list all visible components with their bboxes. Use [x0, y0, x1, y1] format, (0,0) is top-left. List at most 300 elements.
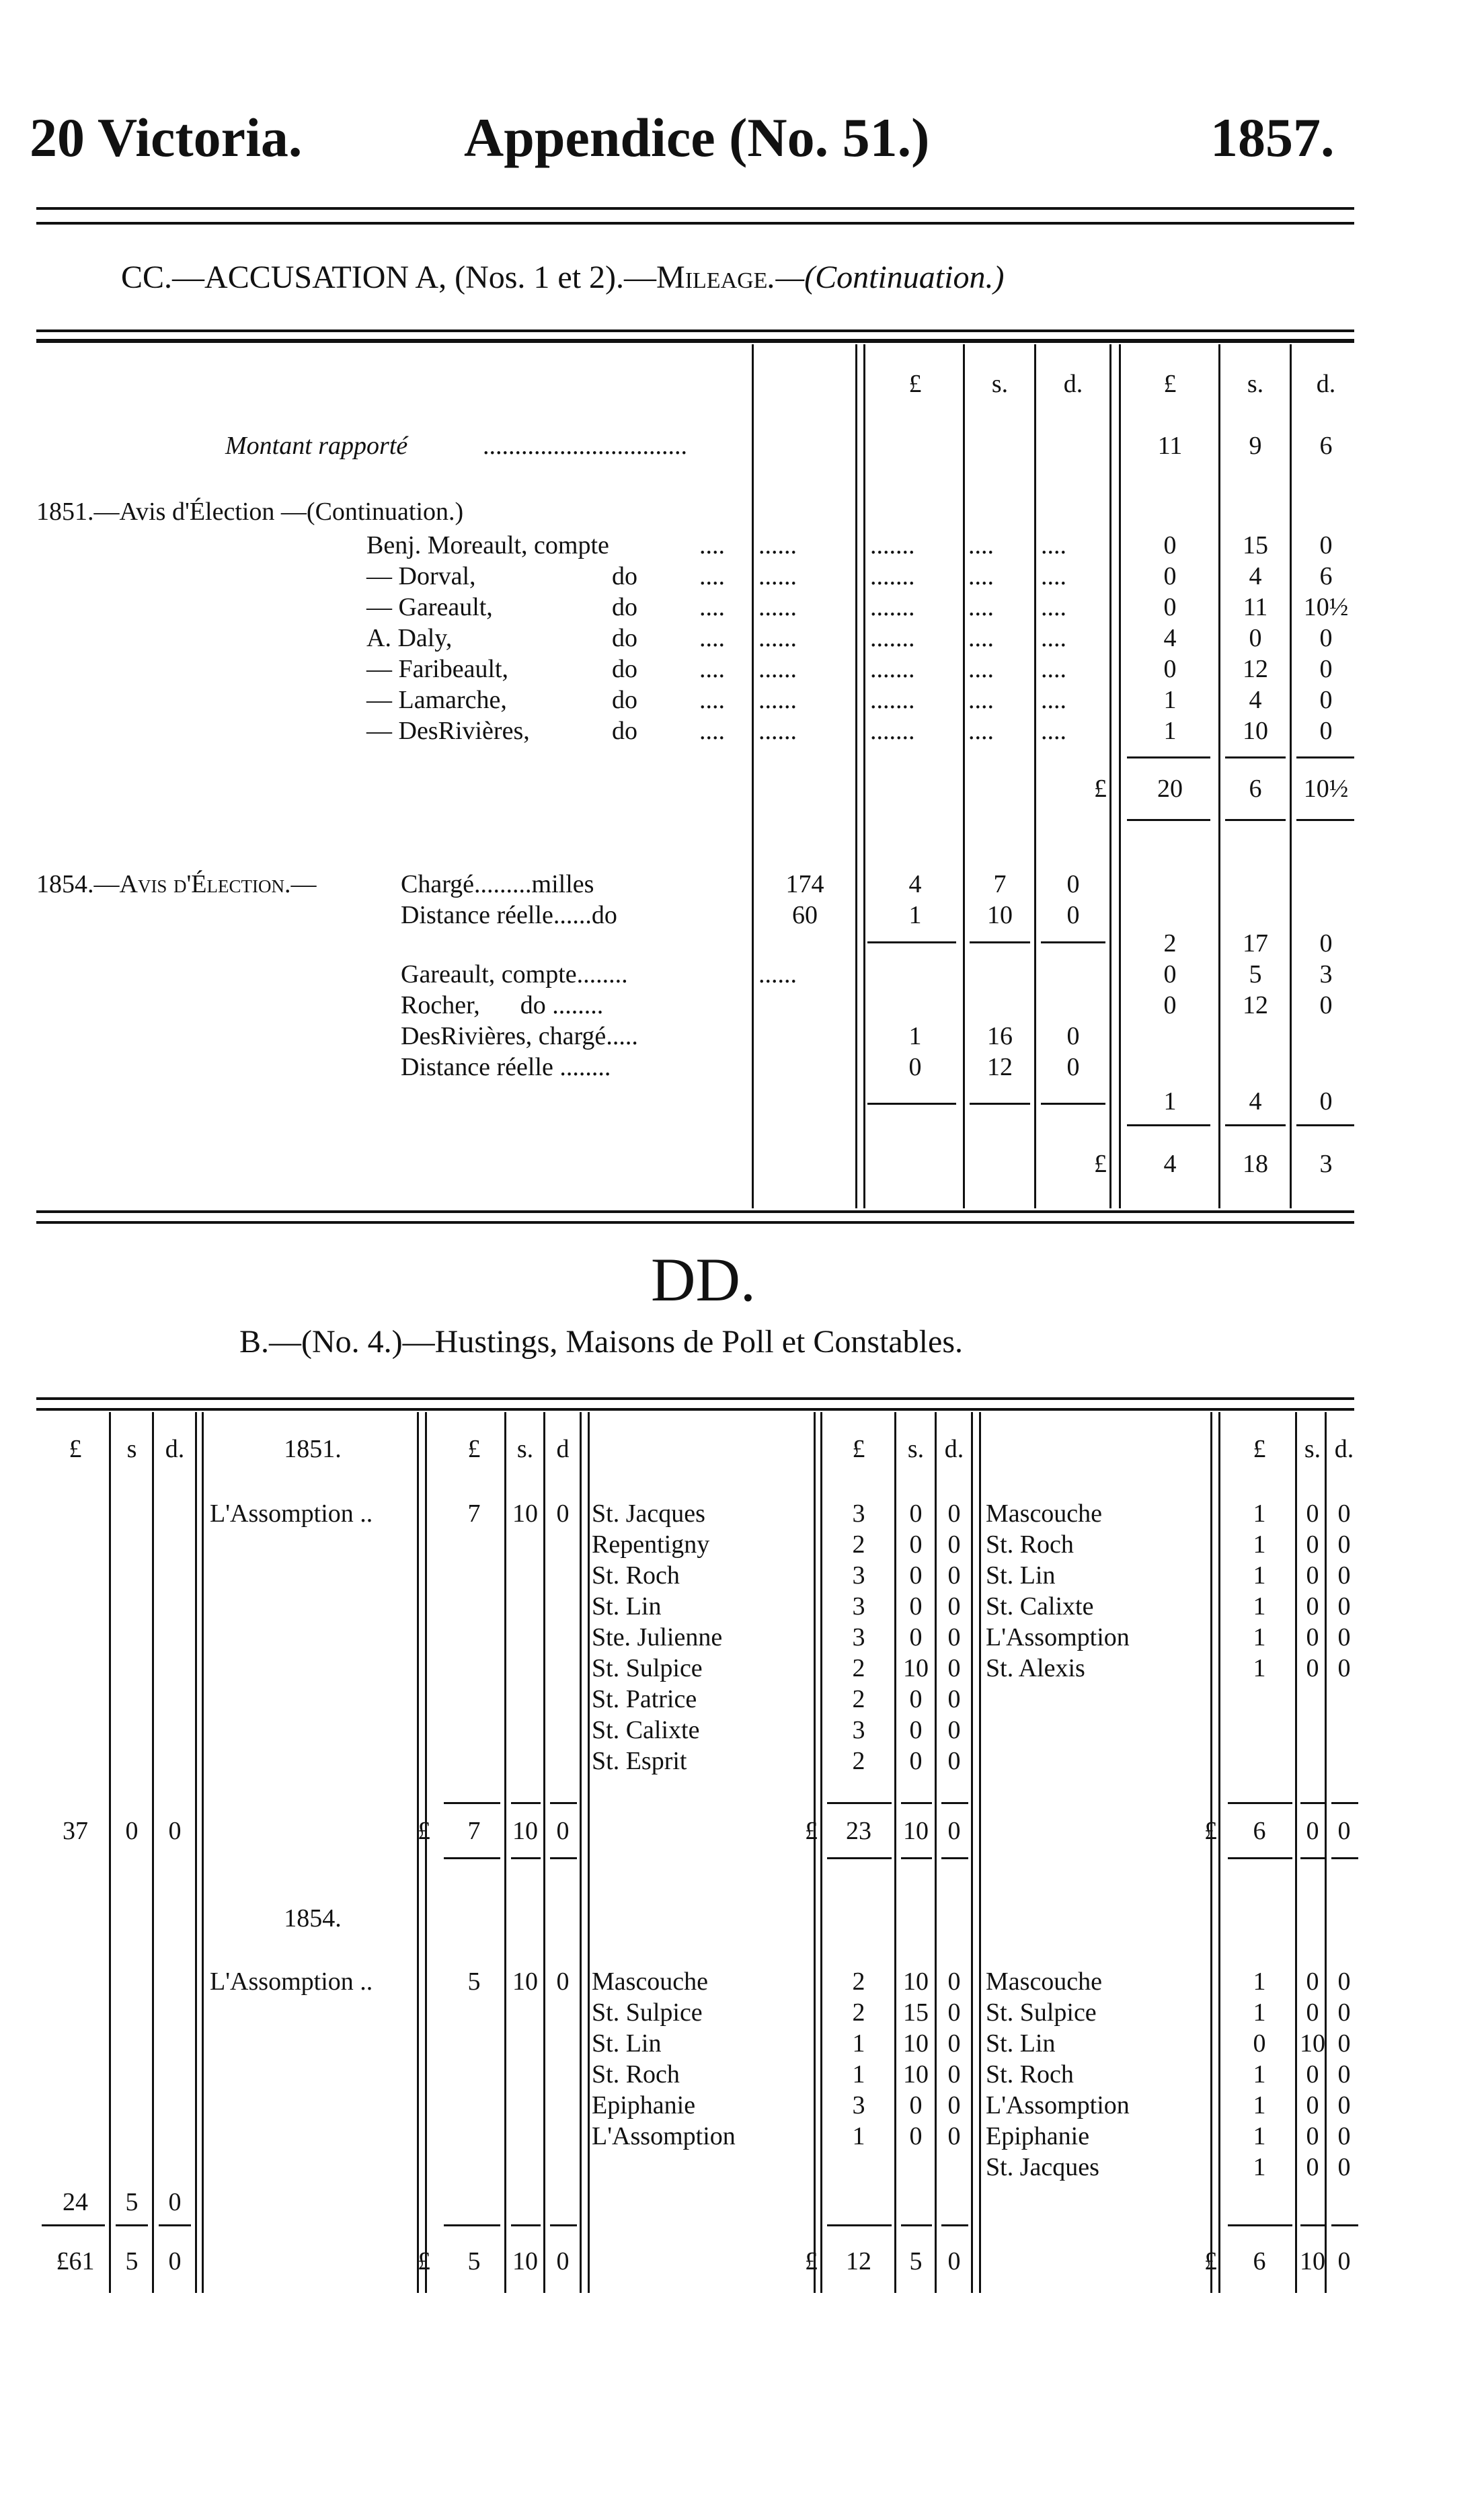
total-rule	[1300, 1802, 1325, 1804]
cc-gareault-d: 3	[1319, 960, 1333, 988]
cc-1851-row-name: Benj. Moreault, compte	[366, 531, 609, 559]
cc-section-1854-label: 1854.—Avis d'Élection.—	[36, 870, 317, 898]
cc-head-s-2: s.	[1247, 370, 1264, 398]
cc-distance-d: 0	[1066, 901, 1080, 929]
dd-tot1851-h-s: 10	[512, 1817, 538, 1845]
cc-charge-unit: milles	[531, 870, 594, 898]
cc-1851-row-name: — Lamarche,	[366, 686, 507, 714]
dd-entry-name: St. Sulpice	[592, 1998, 703, 2027]
dd-entry-d: 0	[1337, 1530, 1351, 1559]
dot-leader: ....	[1041, 624, 1066, 652]
dd-entry-l: 3	[852, 2091, 865, 2119]
dd-hustings-1854-l: 5	[467, 1967, 481, 1996]
dot-leader: ....	[968, 717, 994, 745]
total-rule	[901, 1857, 932, 1859]
cc-1851-row-s: 11	[1243, 593, 1268, 621]
dd-entry-s: 0	[909, 1561, 923, 1590]
dd-entry-l: 1	[852, 2029, 865, 2058]
dd-head-l4: £	[1253, 1435, 1266, 1463]
dd-entry-l: 1	[1253, 2091, 1266, 2119]
dot-leader: ......	[758, 624, 797, 652]
dd-entry-name: L'Assomption	[592, 2122, 736, 2150]
dd-entry-s: 0	[1306, 1592, 1319, 1621]
cc-rocher-s: 12	[1243, 991, 1268, 1019]
dd-entry-l: 3	[852, 1716, 865, 1744]
cc-1851-row-l: 1	[1163, 686, 1177, 714]
dot-leader: .....	[606, 1022, 638, 1050]
dd-hustings-1851-s: 10	[512, 1499, 538, 1528]
cc-1851-row-l: 0	[1163, 655, 1177, 683]
dd-head-d: d.	[165, 1435, 185, 1463]
cc-distance2-d: 0	[1066, 1053, 1080, 1081]
dd-entry-s: 0	[909, 1530, 923, 1559]
total-rule	[444, 1802, 500, 1804]
dd-entry-l: 1	[1253, 1561, 1266, 1590]
dd-entry-d: 0	[947, 1747, 961, 1775]
dd-entry-d: 0	[1337, 2060, 1351, 2089]
cc-charge-d: 0	[1066, 870, 1080, 898]
cc-1851-row-l: 0	[1163, 562, 1177, 590]
dd-entry-d: 0	[947, 1499, 961, 1528]
cc-1851-row-do: do	[612, 717, 637, 745]
dot-leader: ......	[758, 960, 797, 988]
dd-head-s4: s.	[1304, 1435, 1321, 1463]
dot-leader: .......	[870, 655, 915, 683]
dd-entry-l: 1	[1253, 1592, 1266, 1621]
dd-col-divider	[894, 1412, 896, 2293]
cc-1851-row-s: 4	[1249, 562, 1262, 590]
dd-head-s3: s.	[907, 1435, 925, 1463]
dd-grand-h-sym: £	[418, 2247, 430, 2275]
dd-tot1851-c-d: 0	[1337, 1817, 1351, 1845]
dot-leader: ......	[758, 531, 797, 559]
dot-leader: ..	[353, 1967, 373, 1996]
dot-leader: .......	[870, 686, 915, 714]
total-rule	[827, 2224, 892, 2226]
total-rule	[827, 1857, 892, 1859]
dot-leader: ....	[968, 562, 994, 590]
cc-title-prefix: CC.—ACCUSATION A, (Nos. 1 et 2).—	[121, 260, 657, 295]
dd-entry-d: 0	[947, 1685, 961, 1713]
cc-distance2-s: 12	[987, 1053, 1013, 1081]
dot-leader: ....	[699, 717, 725, 745]
dot-leader: ....	[699, 562, 725, 590]
cc-rule-bottom-2	[36, 1221, 1354, 1224]
dd-entry-s: 0	[1306, 2122, 1319, 2150]
cc-1851-row-d: 0	[1319, 686, 1333, 714]
dd-entry-name: St. Lin	[986, 2029, 1056, 2058]
cc-col-divider	[963, 344, 965, 1208]
dot-leader: ......	[758, 655, 797, 683]
cc-1851-row-do: do	[612, 593, 637, 621]
dd-entry-name: St. Roch	[592, 1561, 680, 1590]
dd-entry-d: 0	[947, 1967, 961, 1996]
cc-montant-d: 6	[1319, 432, 1333, 460]
dd-entry-s: 0	[909, 1685, 923, 1713]
dd-entry-l: 1	[1253, 1499, 1266, 1528]
dd-col-divider	[588, 1412, 590, 2293]
cc-gareault-l: 0	[1163, 960, 1177, 988]
cc-total1851-s: 6	[1249, 775, 1262, 803]
dd-tot1851-left-d: 0	[168, 1817, 182, 1845]
cc-charge-row	[401, 869, 594, 900]
dot-leader: ......	[758, 593, 797, 621]
cc-subtotal2-l: 1	[1163, 1087, 1177, 1116]
dd-hustings-1851	[210, 1498, 373, 1529]
cc-title-suffix: .—(Continuation.)	[767, 260, 1005, 295]
total-rule	[1127, 819, 1210, 821]
cc-title	[121, 259, 1004, 296]
dd-entry-l: 3	[852, 1623, 865, 1651]
total-rule	[941, 1857, 968, 1859]
dd-entry-l: 2	[852, 1530, 865, 1559]
cc-distance-label: Distance réelle	[401, 901, 553, 929]
cc-1851-row-s: 4	[1249, 686, 1262, 714]
dd-entry-d: 0	[947, 1561, 961, 1590]
dd-grand-left-d: 0	[168, 2247, 182, 2275]
cc-1851-row-d: 6	[1319, 562, 1333, 590]
dd-entry-name: Mascouche	[986, 1499, 1103, 1528]
dd-entry-name: St. Jacques	[986, 2153, 1099, 2181]
dd-entry-d: 0	[947, 1623, 961, 1651]
dd-entry-s: 0	[909, 2122, 923, 2150]
header-right: 1857.	[1210, 107, 1335, 168]
cc-montant-s: 9	[1249, 432, 1262, 460]
dd-tot1851-left-l: 37	[63, 1817, 88, 1845]
dd-col-divider	[425, 1412, 427, 2293]
dd-entry-name: St. Sulpice	[986, 1998, 1097, 2027]
dd-entry-s: 10	[903, 2060, 929, 2089]
dd-tot1851-h-l: 7	[467, 1817, 481, 1845]
cc-1851-row-d: 0	[1319, 717, 1333, 745]
dd-entry-name: St. Lin	[986, 1561, 1056, 1590]
dd-col-divider	[971, 1412, 973, 2293]
dot-leader: ......	[758, 562, 797, 590]
dd-entry-d: 0	[947, 2060, 961, 2089]
cc-subtotal2-s: 4	[1249, 1087, 1262, 1116]
dd-entry-d: 0	[1337, 1592, 1351, 1621]
total-rule	[42, 2224, 105, 2226]
dd-hustings-1854-d: 0	[556, 1967, 570, 1996]
dot-leader: ......	[553, 901, 592, 929]
dd-head-d4: d.	[1334, 1435, 1354, 1463]
dot-leader: ....	[699, 531, 725, 559]
dd-sub1854-s: 5	[125, 2188, 139, 2216]
cc-charge-l: 4	[908, 870, 922, 898]
total-rule	[1228, 1857, 1292, 1859]
dd-entry-name: St. Jacques	[592, 1499, 705, 1528]
dd-grand-c-l: 6	[1253, 2247, 1266, 2275]
dd-entry-l: 0	[1253, 2029, 1266, 2058]
cc-1851-row-d: 0	[1319, 531, 1333, 559]
dd-entry-s: 0	[1306, 1530, 1319, 1559]
total-rule	[901, 1802, 932, 1804]
cc-total1851-d: 10½	[1303, 775, 1349, 803]
dot-leader: ......	[758, 717, 797, 745]
total-rule	[941, 2224, 968, 2226]
dd-entry-l: 2	[852, 1654, 865, 1682]
cc-1851-row-name: — Dorval,	[366, 562, 476, 590]
dd-grand-p-s: 5	[909, 2247, 923, 2275]
cc-1851-row-name: — DesRivières,	[366, 717, 530, 745]
total-rule	[1296, 756, 1354, 758]
dd-entry-l: 1	[1253, 1530, 1266, 1559]
cc-head-s: s.	[991, 370, 1009, 398]
dd-entry-d: 0	[947, 1716, 961, 1744]
cc-1851-row-l: 1	[1163, 717, 1177, 745]
cc-distance-row	[401, 900, 617, 931]
cc-total1854-s: 18	[1243, 1150, 1268, 1178]
dd-tot1851-p-d: 0	[947, 1817, 961, 1845]
header-rule-bottom	[36, 222, 1354, 225]
dd-grand-p-l: 12	[846, 2247, 871, 2275]
cc-total1851-l: 20	[1157, 775, 1183, 803]
dd-entry-s: 0	[1306, 2153, 1319, 2181]
cc-1851-row-s: 10	[1243, 717, 1268, 745]
dd-col-divider	[935, 1412, 937, 2293]
dd-entry-s: 0	[909, 1499, 923, 1528]
dd-head-s: s	[126, 1435, 137, 1463]
cc-total1851-sym: £	[1094, 775, 1107, 803]
cc-rocher-do: do	[520, 991, 546, 1019]
dd-entry-name: St. Lin	[592, 2029, 662, 2058]
dd-entry-l: 1	[1253, 2122, 1266, 2150]
total-rule	[511, 1857, 541, 1859]
dd-hustings-1851-l: 7	[467, 1499, 481, 1528]
dd-entry-d: 0	[947, 2091, 961, 2119]
cc-1851-row-s: 12	[1243, 655, 1268, 683]
cc-subtotal1-s: 17	[1243, 929, 1268, 958]
dd-entry-s: 0	[1306, 1561, 1319, 1590]
dd-entry-name: St. Lin	[592, 1592, 662, 1621]
dd-head-s2: s.	[516, 1435, 534, 1463]
cc-distance-miles: 60	[792, 901, 818, 929]
dd-entry-name: St. Calixte	[986, 1592, 1094, 1621]
cc-1851-row-l: 0	[1163, 593, 1177, 621]
dd-grand-c-d: 0	[1337, 2247, 1351, 2275]
total-rule	[550, 2224, 577, 2226]
dd-entry-l: 3	[852, 1592, 865, 1621]
cc-col-divider	[752, 344, 754, 1208]
dd-entry-l: 1	[1253, 1654, 1266, 1682]
header-rule-top	[36, 207, 1354, 210]
cc-distance-unit: do	[591, 901, 617, 929]
subtotal-rule	[867, 941, 956, 943]
dd-head-l3: £	[852, 1435, 865, 1463]
dd-col-divider	[417, 1412, 419, 2293]
cc-1851-row-d: 0	[1319, 624, 1333, 652]
dd-entry-name: L'Assomption	[986, 1623, 1130, 1651]
dd-head-l2: £	[467, 1435, 481, 1463]
dd-grand-h-l: 5	[467, 2247, 481, 2275]
cc-col-divider	[1034, 344, 1036, 1208]
dd-grand-p-sym: £	[805, 2247, 818, 2275]
dd-entry-s: 0	[909, 1716, 923, 1744]
dd-entry-s: 10	[903, 2029, 929, 2058]
dd-entry-l: 2	[852, 1685, 865, 1713]
dot-leader: ....	[968, 531, 994, 559]
dd-entry-d: 0	[1337, 1561, 1351, 1590]
dd-entry-d: 0	[947, 1530, 961, 1559]
cc-total1854-l: 4	[1163, 1150, 1177, 1178]
total-rule	[159, 2224, 191, 2226]
dd-col-divider	[820, 1412, 822, 2293]
cc-charge-s: 7	[993, 870, 1007, 898]
dd-tot1851-p-sym: £	[805, 1817, 818, 1845]
dd-entry-name: Mascouche	[986, 1967, 1103, 1996]
total-rule	[1300, 1857, 1325, 1859]
dd-entry-l: 1	[1253, 1998, 1266, 2027]
cc-desriv-row	[401, 1021, 638, 1052]
dd-col-divider	[814, 1412, 816, 2293]
total-rule	[1331, 1802, 1358, 1804]
cc-1851-row-do: do	[612, 686, 637, 714]
dd-hustings-1854-place: L'Assomption	[210, 1967, 354, 1996]
cc-1851-row-s: 15	[1243, 531, 1268, 559]
dd-entry-s: 0	[909, 1592, 923, 1621]
dd-col-divider	[504, 1412, 506, 2293]
total-rule	[444, 1857, 500, 1859]
dd-col-divider	[1218, 1412, 1220, 2293]
total-rule	[1225, 819, 1286, 821]
dd-entry-name: Epiphanie	[592, 2091, 696, 2119]
total-rule	[1127, 1124, 1210, 1126]
dd-rule-top-2	[36, 1408, 1354, 1411]
dd-entry-s: 0	[1306, 1499, 1319, 1528]
cc-subtotal1-d: 0	[1319, 929, 1333, 958]
dd-head-year: 1851.	[284, 1435, 342, 1463]
total-rule	[511, 2224, 541, 2226]
cc-col-divider	[855, 344, 857, 1208]
dot-leader: ....	[1041, 686, 1066, 714]
dd-entry-name: St. Roch	[986, 2060, 1074, 2089]
cc-1851-row-do: do	[612, 655, 637, 683]
dot-leader: .......	[870, 562, 915, 590]
dd-entry-l: 1	[1253, 2153, 1266, 2181]
dot-leader: ....	[699, 624, 725, 652]
dd-entry-s: 0	[909, 1623, 923, 1651]
dd-entry-d: 0	[1337, 2091, 1351, 2119]
dd-year-1854: 1854.	[284, 1904, 342, 1933]
total-rule	[1127, 756, 1210, 758]
cc-section-1854	[36, 869, 316, 900]
dd-entry-name: St. Sulpice	[592, 1654, 703, 1682]
dd-col-divider	[1295, 1412, 1297, 2293]
dd-entry-s: 10	[1300, 2029, 1325, 2058]
cc-1851-row-name: A. Daly,	[366, 624, 453, 652]
dd-entry-d: 0	[947, 2029, 961, 2058]
dd-tot1851-left-s: 0	[125, 1817, 139, 1845]
dd-col-divider	[202, 1412, 204, 2293]
dot-leader: ....	[1041, 562, 1066, 590]
dd-entry-s: 0	[1306, 2060, 1319, 2089]
dd-tot1851-c-s: 0	[1306, 1817, 1319, 1845]
dd-col-divider	[195, 1412, 197, 2293]
cc-col-divider	[1119, 344, 1121, 1208]
dot-leader: ....	[1041, 655, 1066, 683]
cc-rocher-l: 0	[1163, 991, 1177, 1019]
dd-entry-s: 10	[903, 1654, 929, 1682]
dd-entry-name: Mascouche	[592, 1967, 709, 1996]
dd-entry-name: St. Calixte	[592, 1716, 700, 1744]
total-rule	[1300, 2224, 1325, 2226]
cc-gareault-row	[401, 959, 628, 990]
cc-montant-label: Montant rapporté	[225, 432, 408, 460]
dd-entry-name: Repentigny	[592, 1530, 710, 1559]
cc-col-divider	[863, 344, 865, 1208]
dot-leader: ....	[968, 624, 994, 652]
dd-entry-l: 1	[1253, 1967, 1266, 1996]
cc-rule-top-2	[36, 339, 1354, 343]
subtotal-rule	[1041, 1103, 1105, 1105]
dd-grand-c-s: 10	[1300, 2247, 1325, 2275]
dd-entry-s: 0	[1306, 1967, 1319, 1996]
total-rule	[116, 2224, 148, 2226]
dd-title: DD.	[651, 1245, 756, 1314]
dd-grand-left-s: 5	[125, 2247, 139, 2275]
cc-total1854-sym: £	[1094, 1150, 1107, 1178]
dd-entry-l: 1	[1253, 2060, 1266, 2089]
cc-total1854-d: 3	[1319, 1150, 1333, 1178]
cc-desriv-s: 16	[987, 1022, 1013, 1050]
dd-tot1851-p-s: 10	[903, 1817, 929, 1845]
dot-leader: .......	[870, 717, 915, 745]
cc-1851-row-l: 4	[1163, 624, 1177, 652]
subtotal-rule	[867, 1103, 956, 1105]
cc-section-1851: 1851.—Avis d'Élection —(Continuation.)	[36, 498, 464, 526]
total-rule	[901, 2224, 932, 2226]
dd-hustings-1854	[210, 1966, 373, 1997]
dd-entry-name: Ste. Julienne	[592, 1623, 723, 1651]
dd-entry-d: 0	[1337, 1998, 1351, 2027]
dd-head-d2: d	[556, 1435, 570, 1463]
dd-grand-c-sym: £	[1204, 2247, 1217, 2275]
dot-leader: .......	[870, 624, 915, 652]
cc-montant-l: 11	[1157, 432, 1183, 460]
dd-col-divider	[580, 1412, 582, 2293]
cc-gareault-label: Gareault, compte	[401, 960, 577, 988]
cc-rocher-label: Rocher,	[401, 991, 480, 1019]
dd-entry-s: 0	[1306, 2091, 1319, 2119]
total-rule	[827, 1802, 892, 1804]
cc-subtotal1-l: 2	[1163, 929, 1177, 958]
dd-head-d3: d.	[944, 1435, 964, 1463]
dd-rule-top-1	[36, 1397, 1354, 1400]
subtotal-rule	[970, 1103, 1030, 1105]
dot-leader: ........	[576, 960, 628, 988]
dot-leader: .........	[474, 870, 532, 898]
dot-leader: .......	[870, 531, 915, 559]
dd-entry-l: 2	[852, 1998, 865, 2027]
dd-entry-s: 0	[1306, 1998, 1319, 2027]
header-center: Appendice (No. 51.)	[464, 107, 930, 168]
total-rule	[1225, 1124, 1286, 1126]
cc-head-d-2: d.	[1316, 370, 1336, 398]
total-rule	[1296, 819, 1354, 821]
dd-grand-h-s: 10	[512, 2247, 538, 2275]
dd-entry-l: 3	[852, 1499, 865, 1528]
cc-desriv-d: 0	[1066, 1022, 1080, 1050]
dd-tot1851-c-l: 6	[1253, 1817, 1266, 1845]
cc-distance2-label: Distance réelle	[401, 1053, 553, 1081]
cc-rocher-row	[401, 990, 603, 1021]
dd-entry-s: 15	[903, 1998, 929, 2027]
dd-entry-s: 0	[1306, 1623, 1319, 1651]
subtotal-rule	[1041, 941, 1105, 943]
dd-entry-s: 0	[1306, 1654, 1319, 1682]
dot-leader: ....	[1041, 593, 1066, 621]
dd-entry-s: 10	[903, 1967, 929, 1996]
